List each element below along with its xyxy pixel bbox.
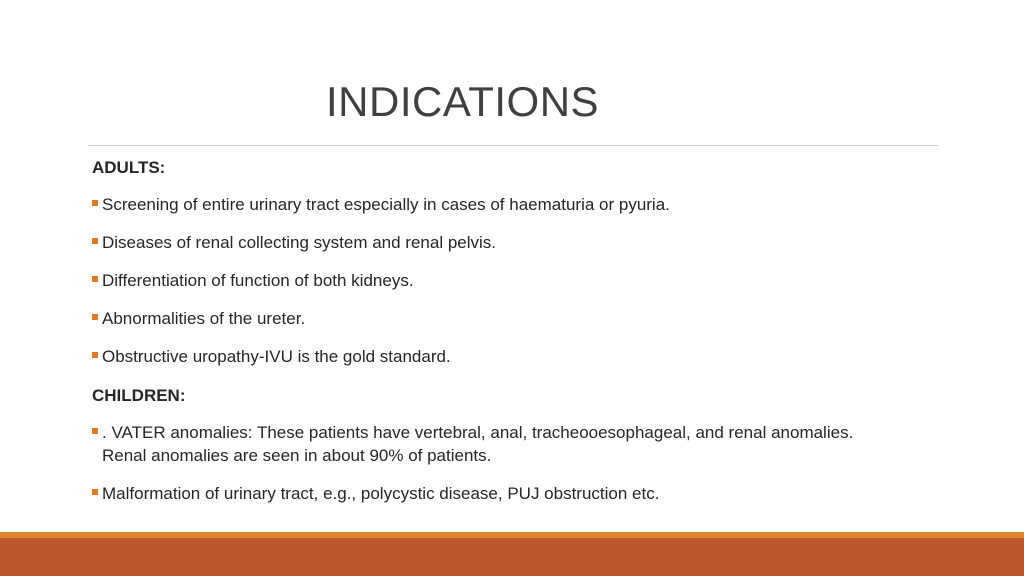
square-bullet-icon <box>92 489 98 495</box>
footer-stripe <box>0 532 1024 538</box>
square-bullet-icon <box>92 352 98 358</box>
list-item <box>92 231 892 254</box>
section-heading-children: CHILDREN: <box>92 386 186 405</box>
slide-title: INDICATIONS <box>326 78 600 125</box>
list-item-text: Screening of entire urinary tract especially in cases of haematuria or pyuria. <box>102 195 670 214</box>
list-item-text: Diseases of renal collecting system and renal pelvis. <box>102 233 497 252</box>
list-item <box>92 193 892 216</box>
list-item-text: Malformation of urinary tract, e.g., polycystic disease, PUJ obstruction etc. <box>102 484 660 503</box>
title-divider <box>88 145 938 146</box>
list-item <box>92 269 892 292</box>
square-bullet-icon <box>92 200 98 206</box>
list-item <box>92 421 882 467</box>
list-item-text: Differentiation of function of both kidneys. <box>102 271 414 290</box>
square-bullet-icon <box>92 428 98 434</box>
list-item <box>92 307 892 330</box>
square-bullet-icon <box>92 314 98 320</box>
list-item <box>92 345 892 368</box>
slide-content <box>92 155 892 520</box>
section-heading-adults: ADULTS: <box>92 158 166 177</box>
square-bullet-icon <box>92 238 98 244</box>
list-item <box>92 482 892 505</box>
list-item-text: . VATER anomalies: These patients have vertebral, anal, tracheooesophageal, and renal anomalies. Renal anomalies are seen in about 90% of patients. <box>102 423 854 465</box>
list-item-text: Abnormalities of the ureter. <box>102 309 306 328</box>
footer-band <box>0 532 1024 576</box>
square-bullet-icon <box>92 276 98 282</box>
list-item-text: Obstructive uropathy-IVU is the gold standard. <box>102 347 451 366</box>
